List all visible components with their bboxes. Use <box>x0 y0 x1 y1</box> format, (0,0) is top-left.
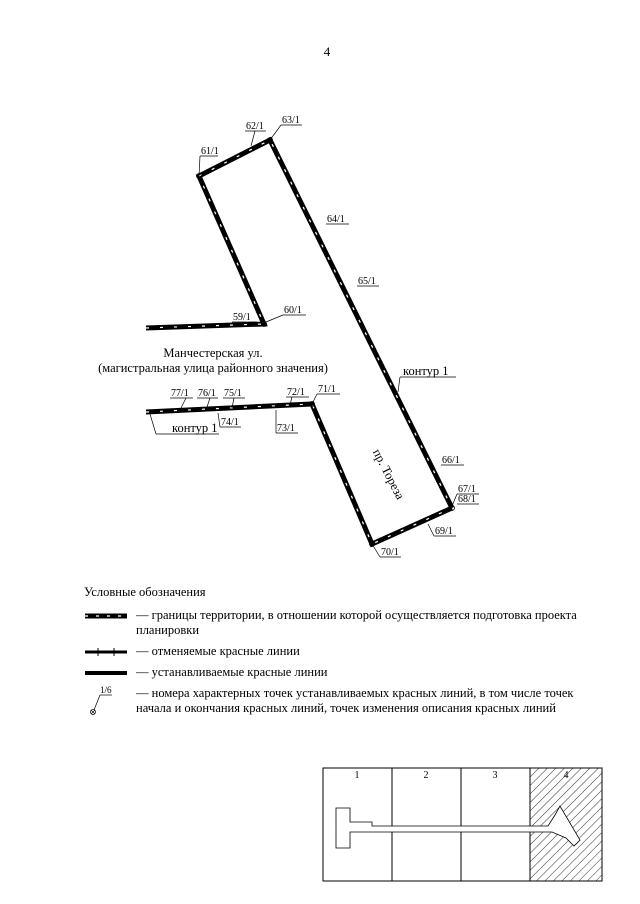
legend-text: — границы территории, в отношении которой осуществляется подготовка проекта планировки <box>136 608 577 637</box>
point-markers <box>197 138 455 547</box>
legend-title: Условные обозначения <box>84 585 206 599</box>
legend-item-point-marker <box>84 686 584 716</box>
point-label: 73/1 <box>277 423 295 434</box>
point-marker-icon <box>84 684 128 718</box>
territory-boundary-icon <box>84 610 128 622</box>
point-label: 66/1 <box>442 455 460 466</box>
point-label: 70/1 <box>381 547 399 558</box>
key-map <box>323 768 602 881</box>
legend-text: — номера характерных точек устанавливаемых красных линий, в том числе точек начала и окончания красных линий, точек изменения описания красных линий <box>136 686 574 715</box>
point-label: 76/1 <box>198 388 216 399</box>
point-label: 64/1 <box>327 214 345 225</box>
established-red-line-icon <box>84 667 128 679</box>
key-map-sheet-number: 3 <box>492 770 498 781</box>
point-label: 65/1 <box>358 276 376 287</box>
street-note: (магистральная улица районного значения) <box>98 361 328 375</box>
legend-item-territory-boundary <box>84 608 584 638</box>
point-label: 74/1 <box>221 417 239 428</box>
legend-item-established-red-line <box>84 665 584 680</box>
point-label: 59/1 <box>233 312 251 323</box>
legend <box>84 585 584 722</box>
point-label: 69/1 <box>435 526 453 537</box>
legend-text: — отменяемые красные линии <box>136 644 300 658</box>
point-label: 62/1 <box>246 121 264 132</box>
point-label: 68/1 <box>458 494 476 505</box>
territory-boundary <box>146 140 452 544</box>
key-map-sheet-number: 4 <box>563 770 569 781</box>
point-label: 75/1 <box>224 388 242 399</box>
point-label: 60/1 <box>284 305 302 316</box>
page-number: 4 <box>323 44 331 59</box>
point-label: 67/1 <box>458 484 476 495</box>
contour-label: контур 1 <box>172 421 218 435</box>
point-label: 71/1 <box>318 384 336 395</box>
label-leaders <box>150 125 479 557</box>
avenue-label: пр. Тореза <box>369 446 408 502</box>
contour-label: контур 1 <box>403 364 449 378</box>
cancelled-red-line-icon <box>84 646 128 658</box>
point-marker-label: 1/6 <box>100 685 112 695</box>
street-name: Манчестерская ул. <box>163 346 263 360</box>
key-map-sheet-number: 2 <box>423 770 429 781</box>
point-label: 63/1 <box>282 115 300 126</box>
legend-text: — устанавливаемые красные линии <box>136 665 328 679</box>
point-label: 61/1 <box>201 146 219 157</box>
key-map-sheet-number: 1 <box>354 770 360 781</box>
point-label: 72/1 <box>287 387 305 398</box>
legend-item-cancelled-red-line <box>84 644 584 659</box>
point-label: 77/1 <box>171 388 189 399</box>
